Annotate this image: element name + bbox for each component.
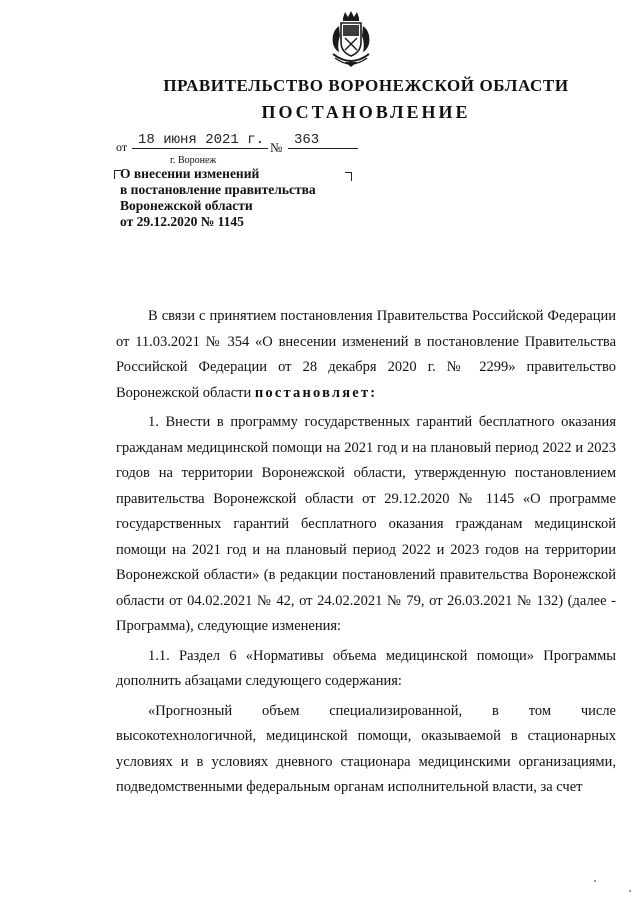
- resolution-keyword: постановляет:: [254, 384, 378, 401]
- document-number: 363: [294, 132, 320, 148]
- document-body: [116, 304, 616, 801]
- scan-speck: [594, 880, 596, 882]
- coat-of-arms-icon: [325, 10, 377, 72]
- body-paragraph-quote: «Прогнозный объем специализированной, в том числе высокотехнологичной, медицинской помощи, оказываемой в стационарных условиях и в условиях дневного стационара медицинскими организациями, подведомственными федеральным органам исполнительной власти, за счет: [116, 702, 616, 795]
- subject-line: Воронежской области: [120, 198, 253, 213]
- subject-line: в постановление правительства: [120, 182, 316, 197]
- scan-speck: [629, 890, 631, 892]
- date-underline: [132, 148, 268, 149]
- body-paragraph-1-1: 1.1. Раздел 6 «Нормативы объема медицинской помощи» Программы дополнить абзацами следующего содержания:: [116, 647, 616, 689]
- government-title: ПРАВИТЕЛЬСТВО ВОРОНЕЖСКОЙ ОБЛАСТИ: [163, 76, 569, 95]
- city-label: г. Воронеж: [170, 155, 217, 166]
- preamble-text: В связи с принятием постановления Правительства Российской Федерации от 11.03.2021 № 354 «О внесении изменений в постановление Правительства Российской Федерации от 28 декабря 2020 г. № 2299» правительство Воронежской области: [116, 308, 616, 401]
- date-label: от: [116, 140, 128, 154]
- body-paragraph-preamble: [116, 304, 616, 406]
- document-date: 18 июня 2021 г.: [138, 132, 265, 148]
- subject-line: О внесении изменений: [120, 166, 260, 181]
- number-label: №: [270, 140, 283, 155]
- body-paragraph-1: 1. Внести в программу государственных гарантий бесплатного оказания гражданам медицинской помощи на 2021 год и на плановый период 2022 и 2023 годов на территории Воронежской области, утвержденную постановлением правительства Воронежской области от 29.12.2020 № 1145 «О программе государственных гарантий бесплатного оказания гражданам медицинской помощи на 2021 год и на плановый период 2022 и 2023 годов на территории Воронежской области» (в редакции постановлений правительства Воронежской области от 04.02.2021 № 42, от 24.02.2021 № 79, от 26.03.2021 № 132) (далее - Программа), следующие изменения:: [116, 414, 616, 634]
- document-subject: [120, 166, 380, 230]
- subject-line: от 29.12.2020 № 1145: [120, 214, 244, 229]
- document-type: ПОСТАНОВЛЕНИЕ: [261, 102, 471, 122]
- number-underline: [288, 148, 358, 149]
- document-meta: [116, 132, 376, 156]
